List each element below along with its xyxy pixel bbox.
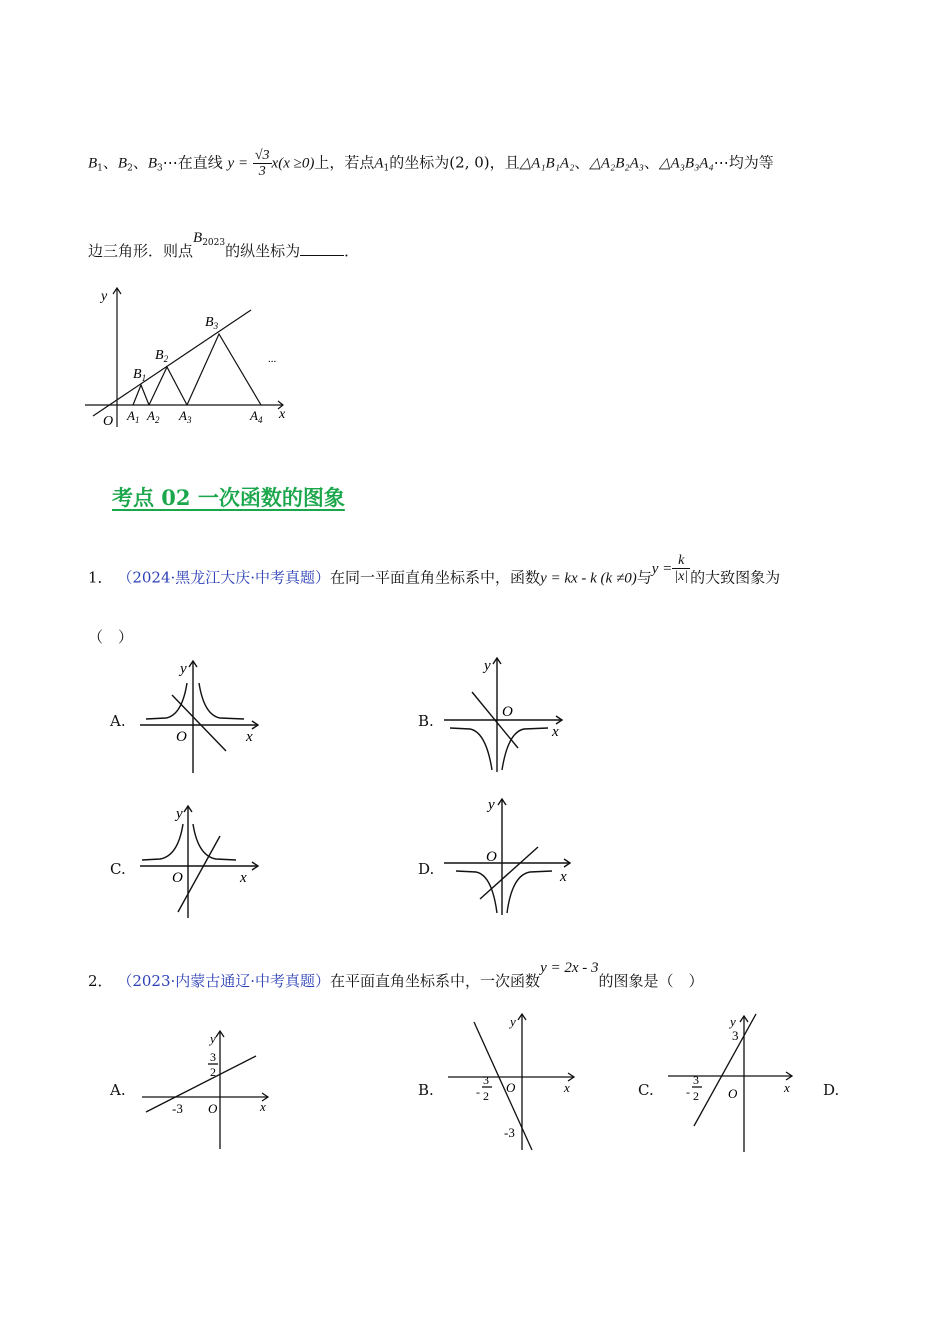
svg-text:y: y	[176, 806, 183, 822]
svg-text:O: O	[486, 849, 497, 865]
coordinate: (2, 0)	[449, 153, 490, 172]
label-A3: $A_3$	[179, 408, 192, 425]
label-A4: $A_4$	[250, 408, 263, 425]
figure-equilateral-triangles	[85, 282, 295, 432]
intro-line-1: $B_1$、$B_2$、$B_3\cdots$在直线 y = $\frac{√3}{3}$ x(x ≥0)上，若点$A_1$的坐标为(2, 0)，且△A₁B₁A₂、△A₂B₂A₃、△A₃B₃A₄⋯均为等	[88, 148, 774, 179]
svg-text:O: O	[506, 1080, 516, 1095]
q1-graph-c[interactable]	[136, 800, 266, 925]
intro-line-2: 边三角形．则点$B^{2023}$的纵坐标为 ．	[88, 230, 360, 260]
svg-text:3: 3	[732, 1028, 739, 1043]
svg-text:x: x	[564, 1080, 570, 1095]
svg-text:x: x	[560, 869, 567, 885]
triangle-2	[149, 367, 187, 405]
svg-text:y: y	[730, 1014, 736, 1029]
svg-text:x: x	[552, 724, 559, 740]
sqrt3-over-3: $\frac{√3}{3}$	[254, 148, 270, 179]
q2-option-c[interactable]: C.	[638, 1081, 654, 1099]
svg-text:O: O	[208, 1101, 218, 1116]
svg-text:y: y	[180, 661, 187, 677]
label-ellipsis: ...	[268, 353, 277, 365]
q1-option-d[interactable]: D.	[418, 860, 435, 878]
q2-graph-c[interactable]	[664, 1010, 799, 1155]
label-A1: $A_1$	[127, 408, 140, 425]
label-x: x	[279, 407, 286, 422]
q2-option-d[interactable]: D.	[823, 1081, 840, 1099]
svg-text:y: y	[484, 658, 491, 674]
svg-text:2: 2	[693, 1089, 699, 1103]
svg-text:-: -	[686, 1085, 690, 1099]
svg-text:y: y	[488, 797, 495, 813]
q1-paren: （ ）	[88, 628, 134, 646]
triangle-3	[187, 334, 261, 405]
q2-graph-b[interactable]	[444, 1008, 579, 1153]
q1-graph-d[interactable]	[440, 793, 575, 918]
svg-text:O: O	[502, 704, 513, 720]
svg-text:y: y	[510, 1014, 516, 1029]
svg-text:x: x	[260, 1099, 266, 1114]
label-B3: $B_3$	[205, 315, 219, 331]
q1-option-b[interactable]: B.	[418, 712, 434, 730]
label-B1: $B_1$	[133, 367, 147, 383]
svg-text:2: 2	[483, 1089, 489, 1103]
section-title: 考点 02 一次函数的图象	[112, 485, 345, 510]
svg-text:O: O	[176, 729, 187, 745]
svg-text:3: 3	[210, 1050, 216, 1064]
label-B2: $B_2$	[155, 348, 169, 364]
svg-text:-: -	[476, 1085, 480, 1099]
svg-text:O: O	[728, 1086, 738, 1101]
q2-option-a[interactable]: A.	[110, 1081, 126, 1099]
svg-text:O: O	[172, 870, 183, 886]
label-A2: $A_2$	[147, 408, 160, 425]
line-equation: y =	[227, 155, 249, 172]
svg-text:-3: -3	[172, 1101, 183, 1116]
answer-blank[interactable]	[300, 243, 344, 256]
svg-text:x: x	[784, 1080, 790, 1095]
q1-function-1: y = kx - k (k ≠0)	[540, 570, 637, 587]
q1-function-2: $\frac{k}{|x|}$	[674, 553, 689, 584]
label-origin: O	[103, 414, 114, 429]
svg-text:x: x	[246, 729, 253, 745]
label-y: y	[101, 289, 108, 304]
q1-graph-a[interactable]	[136, 655, 266, 780]
svg-text:x: x	[240, 870, 247, 886]
q2-graph-a[interactable]	[138, 1025, 273, 1153]
svg-text:2: 2	[210, 1065, 216, 1079]
question-2: 2． （2023·内蒙古通辽·中考真题）在平面直角坐标系中，一次函数y = 2x - 3的图象是（ ）	[88, 960, 704, 990]
q1-option-a[interactable]: A.	[110, 712, 126, 730]
q2-source: （2023·内蒙古通辽·中考真题）	[117, 972, 331, 990]
q1-option-c[interactable]: C.	[110, 860, 126, 878]
point-b1: B	[88, 155, 98, 172]
q2-option-b[interactable]: B.	[418, 1081, 434, 1099]
q2-function: y = 2x - 3	[540, 960, 599, 976]
svg-text:3: 3	[483, 1073, 489, 1087]
svg-text:y: y	[210, 1031, 216, 1046]
question-1: 1． （2024·黑龙江大庆·中考真题）在同一平面直角坐标系中，函数y = kx - k (k ≠0)与y = $\frac{k}{|x|}$ 的大致图象为	[88, 553, 781, 587]
svg-text:-3: -3	[504, 1125, 515, 1140]
q1-graph-b[interactable]	[440, 652, 570, 777]
q1-source: （2024·黑龙江大庆·中考真题）	[117, 568, 331, 587]
svg-text:3: 3	[693, 1073, 699, 1087]
